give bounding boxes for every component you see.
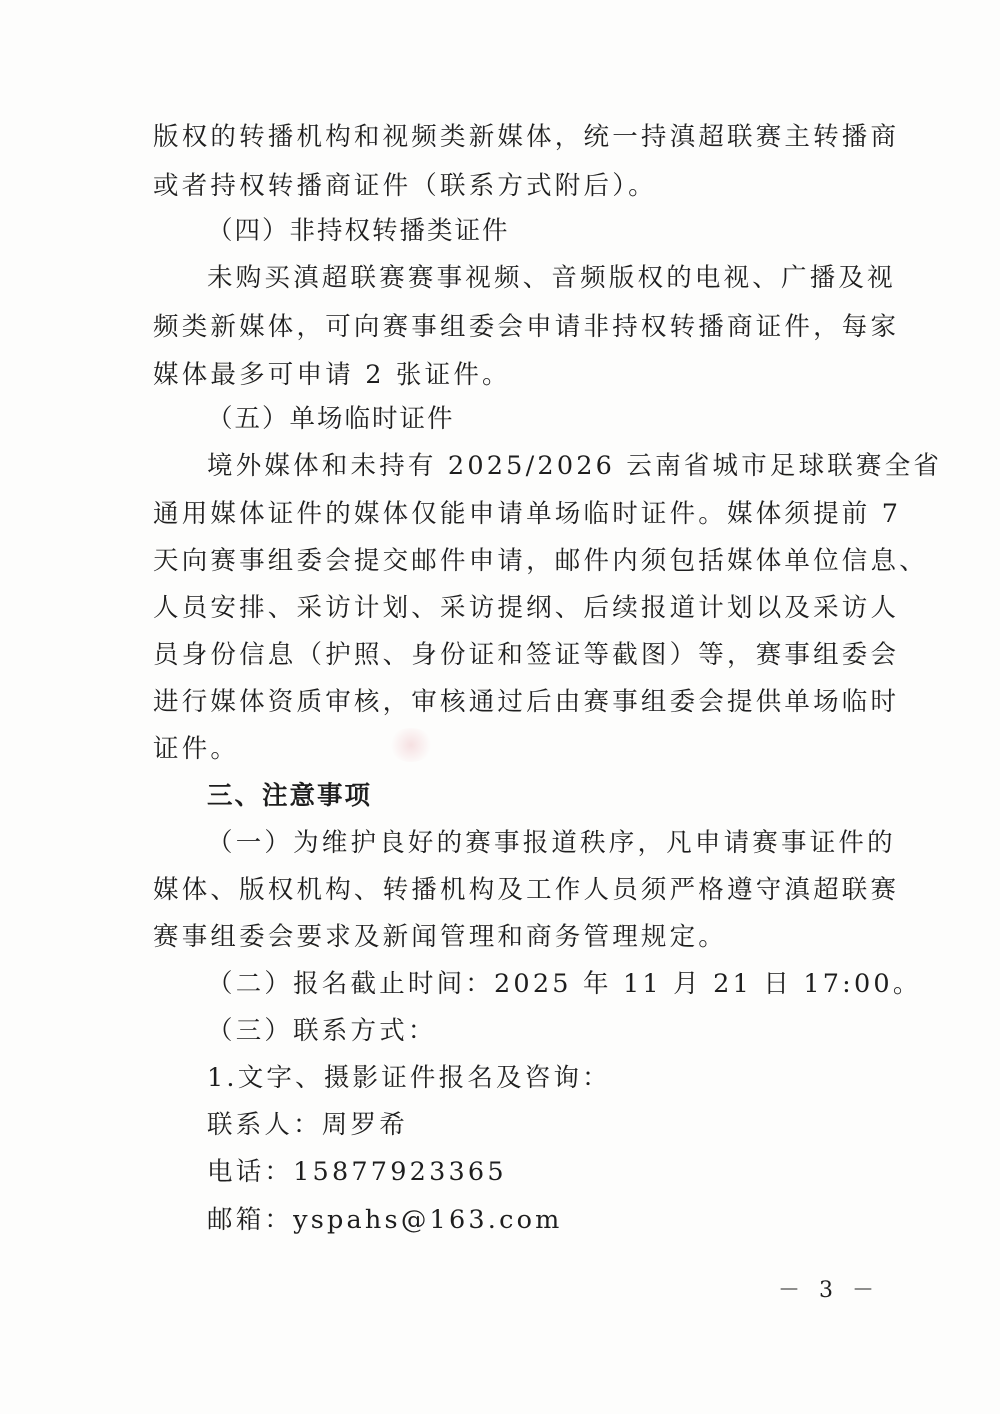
page-number: － 3 － (778, 1278, 880, 1303)
paragraph-line: 频类新媒体，可向赛事组委会申请非持权转播商证件，每家 (153, 312, 900, 342)
paragraph-line: 媒体最多可申请 2 张证件。 (153, 360, 511, 390)
paragraph-line: 未购买滇超联赛赛事视频、音频版权的电视、广播及视 (207, 263, 896, 293)
section-heading-4: （四）非持权转播类证件 (207, 216, 510, 246)
section-heading-notes: 三、注意事项 (207, 781, 373, 811)
paragraph-line: 证件。 (153, 734, 240, 764)
paragraph-line: 进行媒体资质审核，审核通过后由赛事组委会提供单场临时 (153, 687, 900, 717)
paragraph-line: 或者持权转播商证件（联系方式附后）。 (153, 171, 657, 201)
paragraph-line: 通用媒体证件的媒体仅能申请单场临时证件。媒体须提前 7 (153, 499, 902, 529)
paragraph-line: 媒体、版权机构、转播机构及工作人员须严格遵守滇超联赛 (153, 875, 900, 905)
paragraph-line: 员身份信息（护照、身份证和签证等截图）等，赛事组委会 (153, 640, 900, 670)
contact-phone: 电话：15877923365 (207, 1157, 507, 1187)
paragraph-line: 天向赛事组委会提交邮件申请，邮件内须包括媒体单位信息、 (153, 546, 928, 576)
paragraph-line: 版权的转播机构和视频类新媒体，统一持滇超联赛主转播商 (153, 122, 900, 152)
contact-email: 邮箱：yspahs@163.com (207, 1205, 563, 1235)
contact-person: 联系人：周罗希 (207, 1110, 408, 1140)
ink-stain (388, 728, 434, 762)
paragraph-line: （一）为维护良好的赛事报道秩序，凡申请赛事证件的 (207, 828, 896, 858)
deadline-line: （二）报名截止时间：2025 年 11 月 21 日 17:00。 (207, 969, 922, 999)
paragraph-line: 境外媒体和未持有 2025/2026 云南省城市足球联赛全省 (207, 451, 943, 481)
paragraph-line: 人员安排、采访计划、采访提纲、后续报道计划以及采访人 (153, 593, 900, 623)
section-heading-5: （五）单场临时证件 (207, 404, 455, 434)
contact-heading: （三）联系方式： (207, 1016, 437, 1046)
paragraph-line: 赛事组委会要求及新闻管理和商务管理规定。 (153, 922, 728, 952)
contact-subheading: 1.文字、摄影证件报名及咨询： (207, 1063, 611, 1093)
